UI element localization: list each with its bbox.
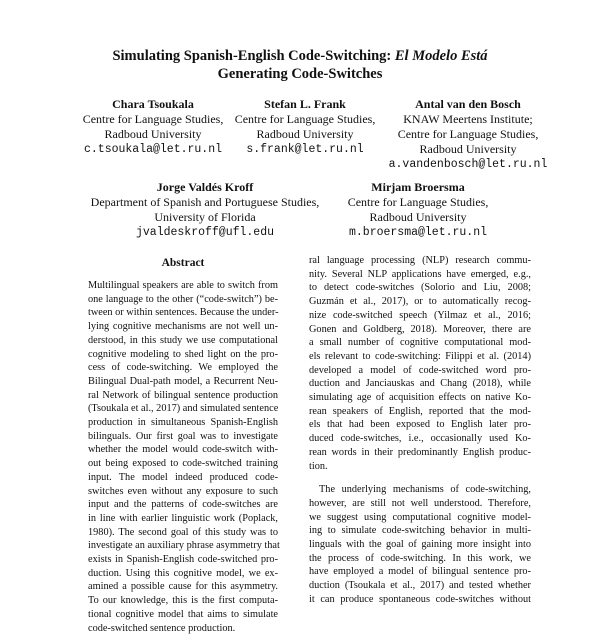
text-line: however, are still not well understood. Therefore, [309,497,531,509]
author-email[interactable]: jvaldeskroff@ufl.edu [135,226,275,239]
text-line: duction. Using this cognitive model, we ex- [88,567,278,579]
author-name: Chara Tsoukala [112,97,194,111]
right-column-paragraph-1 [309,254,531,473]
text-line: cess of code-switching. We employed the [88,362,278,374]
text-line: developed a model of code-switched word pro- [309,364,531,376]
author-affiliation: Radboud University [104,127,202,141]
title-line-1 [0,47,600,65]
text-line: the process of code-switching. In this work, we [309,552,531,564]
text-line: duction and Janciauskas and Chang (2018), while [309,378,531,390]
title-line-2: Generating Code-Switches [217,66,383,82]
author-5 [318,180,518,240]
author-2 [220,97,390,157]
author-name: Antal van den Bosch [415,97,521,111]
right-column-paragraph-2 [309,483,531,606]
text-line: simulating age of acquisition effects on native Ko- [309,392,531,404]
title-italic: El Modelo Está [394,48,488,64]
author-name: Stefan L. Frank [264,97,346,111]
text-line: derstood, in this study we use computational [88,334,278,346]
text-line: Bilingual Dual-path model, a Recurrent Neu- [88,375,278,387]
text-line: Guzmán et al., 2017), or to automatically recog- [309,296,531,308]
text-line: Gonen and Goldberg, 2018). Moreover, there are [309,323,531,335]
text-line: rean words in their predominantly English produc- [309,446,531,458]
paper-title [0,47,600,83]
text-line: we suggest using computational cognitive model- [309,511,531,523]
text-line: duction (Tsoukala et al., 2017) and tested whether [309,580,531,592]
text-line: whether the model would code-switch with- [88,444,278,456]
text-line: els that had been exposed to English later pro- [309,419,531,431]
text-line: nity. Several NLP applications have emerged, e.g., [309,268,531,280]
author-name: Mirjam Broersma [371,180,465,194]
text-line: 1980). The second goal of this study was to [88,526,278,538]
text-line: els relevant to code-switching: Filippi et al. (2014) [309,350,531,362]
author-affiliation: Radboud University [419,142,517,156]
author-email[interactable]: a.vandenbosch@let.ru.nl [388,158,548,171]
text-line: rean speakers of English, reported that the mod- [309,405,531,417]
text-line: it can produce spontaneous code-switches without [309,593,531,605]
text-line: The underlying mechanisms of code-switching, [319,484,531,496]
author-4 [80,180,330,240]
text-line: input and the patterns of code-switches are [88,499,278,511]
paragraph-gap [309,473,531,483]
text-line: ing to simulate code-switching behavior in multi- [309,525,531,537]
text-line: amined a possible cause for this asymmetry. [88,581,278,593]
text-line: ral language processing (NLP) research commu- [309,255,531,266]
text-line: tional cognitive model that aims to simulate [88,608,278,620]
text-line: ral Network of bilingual sentence production [88,389,278,401]
text-line: have employed a model of bilingual sentence pro- [309,566,531,578]
author-email[interactable]: m.broersma@let.ru.nl [348,226,488,239]
right-column-body [309,254,531,607]
text-line: switches even without any exposure to such [88,485,278,497]
title-plain: Simulating Spanish-English Code-Switching: [112,48,395,64]
text-line: to detect code-switches (Solorio and Liu, 2008; [309,282,531,294]
text-line: exists in Spanish-English code-switched pro- [88,554,278,566]
text-line: bilinguals. Our first goal was to investigate [88,430,278,442]
author-affiliation: Department of Spanish and Portuguese Studies, [90,195,320,209]
text-line: one language to the other (“code-switch”) be- [88,293,278,305]
text-line: production in simultaneous Spanish-English [88,417,278,429]
text-line: lying cognitive mechanisms are not well un- [88,321,278,333]
text-line: code-switched sentence production. [88,622,236,634]
author-affiliation: University of Florida [154,210,256,224]
text-line: (Tsoukala et al., 2017) and simulated sentence [88,403,279,415]
author-affiliation: Centre for Language Studies, [347,195,489,209]
text-line: Multilingual speakers are able to switch from [88,280,278,291]
text-line: input. The model indeed produced code- [88,471,278,483]
text-line: nize code-switched speech (Yilmaz et al., 2016; [309,309,531,321]
text-line: a small number of cognitive computational mod- [309,337,531,349]
text-line: To our knowledge, this is the first computa- [88,595,278,607]
author-email[interactable]: c.tsoukala@let.ru.nl [83,143,223,156]
author-affiliation: KNAW Meertens Institute; [403,112,533,126]
text-line: cognitive modeling to shed light on the pro- [88,348,278,360]
author-affiliation: Centre for Language Studies, [397,127,539,141]
author-1 [68,97,238,157]
author-affiliation: Centre for Language Studies, [82,112,224,126]
author-email[interactable]: s.frank@let.ru.nl [246,143,364,156]
author-affiliation: Centre for Language Studies, [234,112,376,126]
abstract-body [88,279,278,635]
text-line: duced code-switches, i.e., occasionally used Ko- [309,433,531,445]
text-line: in line with earlier linguistic work (Poplack, [88,512,278,524]
author-3 [368,97,568,172]
text-line: tion. [309,460,328,472]
abstract-heading: Abstract [161,257,205,269]
author-affiliation: Radboud University [369,210,467,224]
text-line: linguals with the goal of gaining more insight into [309,539,531,551]
author-affiliation: Radboud University [256,127,354,141]
text-line: tween or within sentences. Because the under- [88,307,279,319]
text-line: out being exposed to code-switched training [88,458,278,470]
text-line: investigate an auxiliary phrase asymmetry that [88,540,280,552]
author-name: Jorge Valdés Kroff [156,180,254,194]
